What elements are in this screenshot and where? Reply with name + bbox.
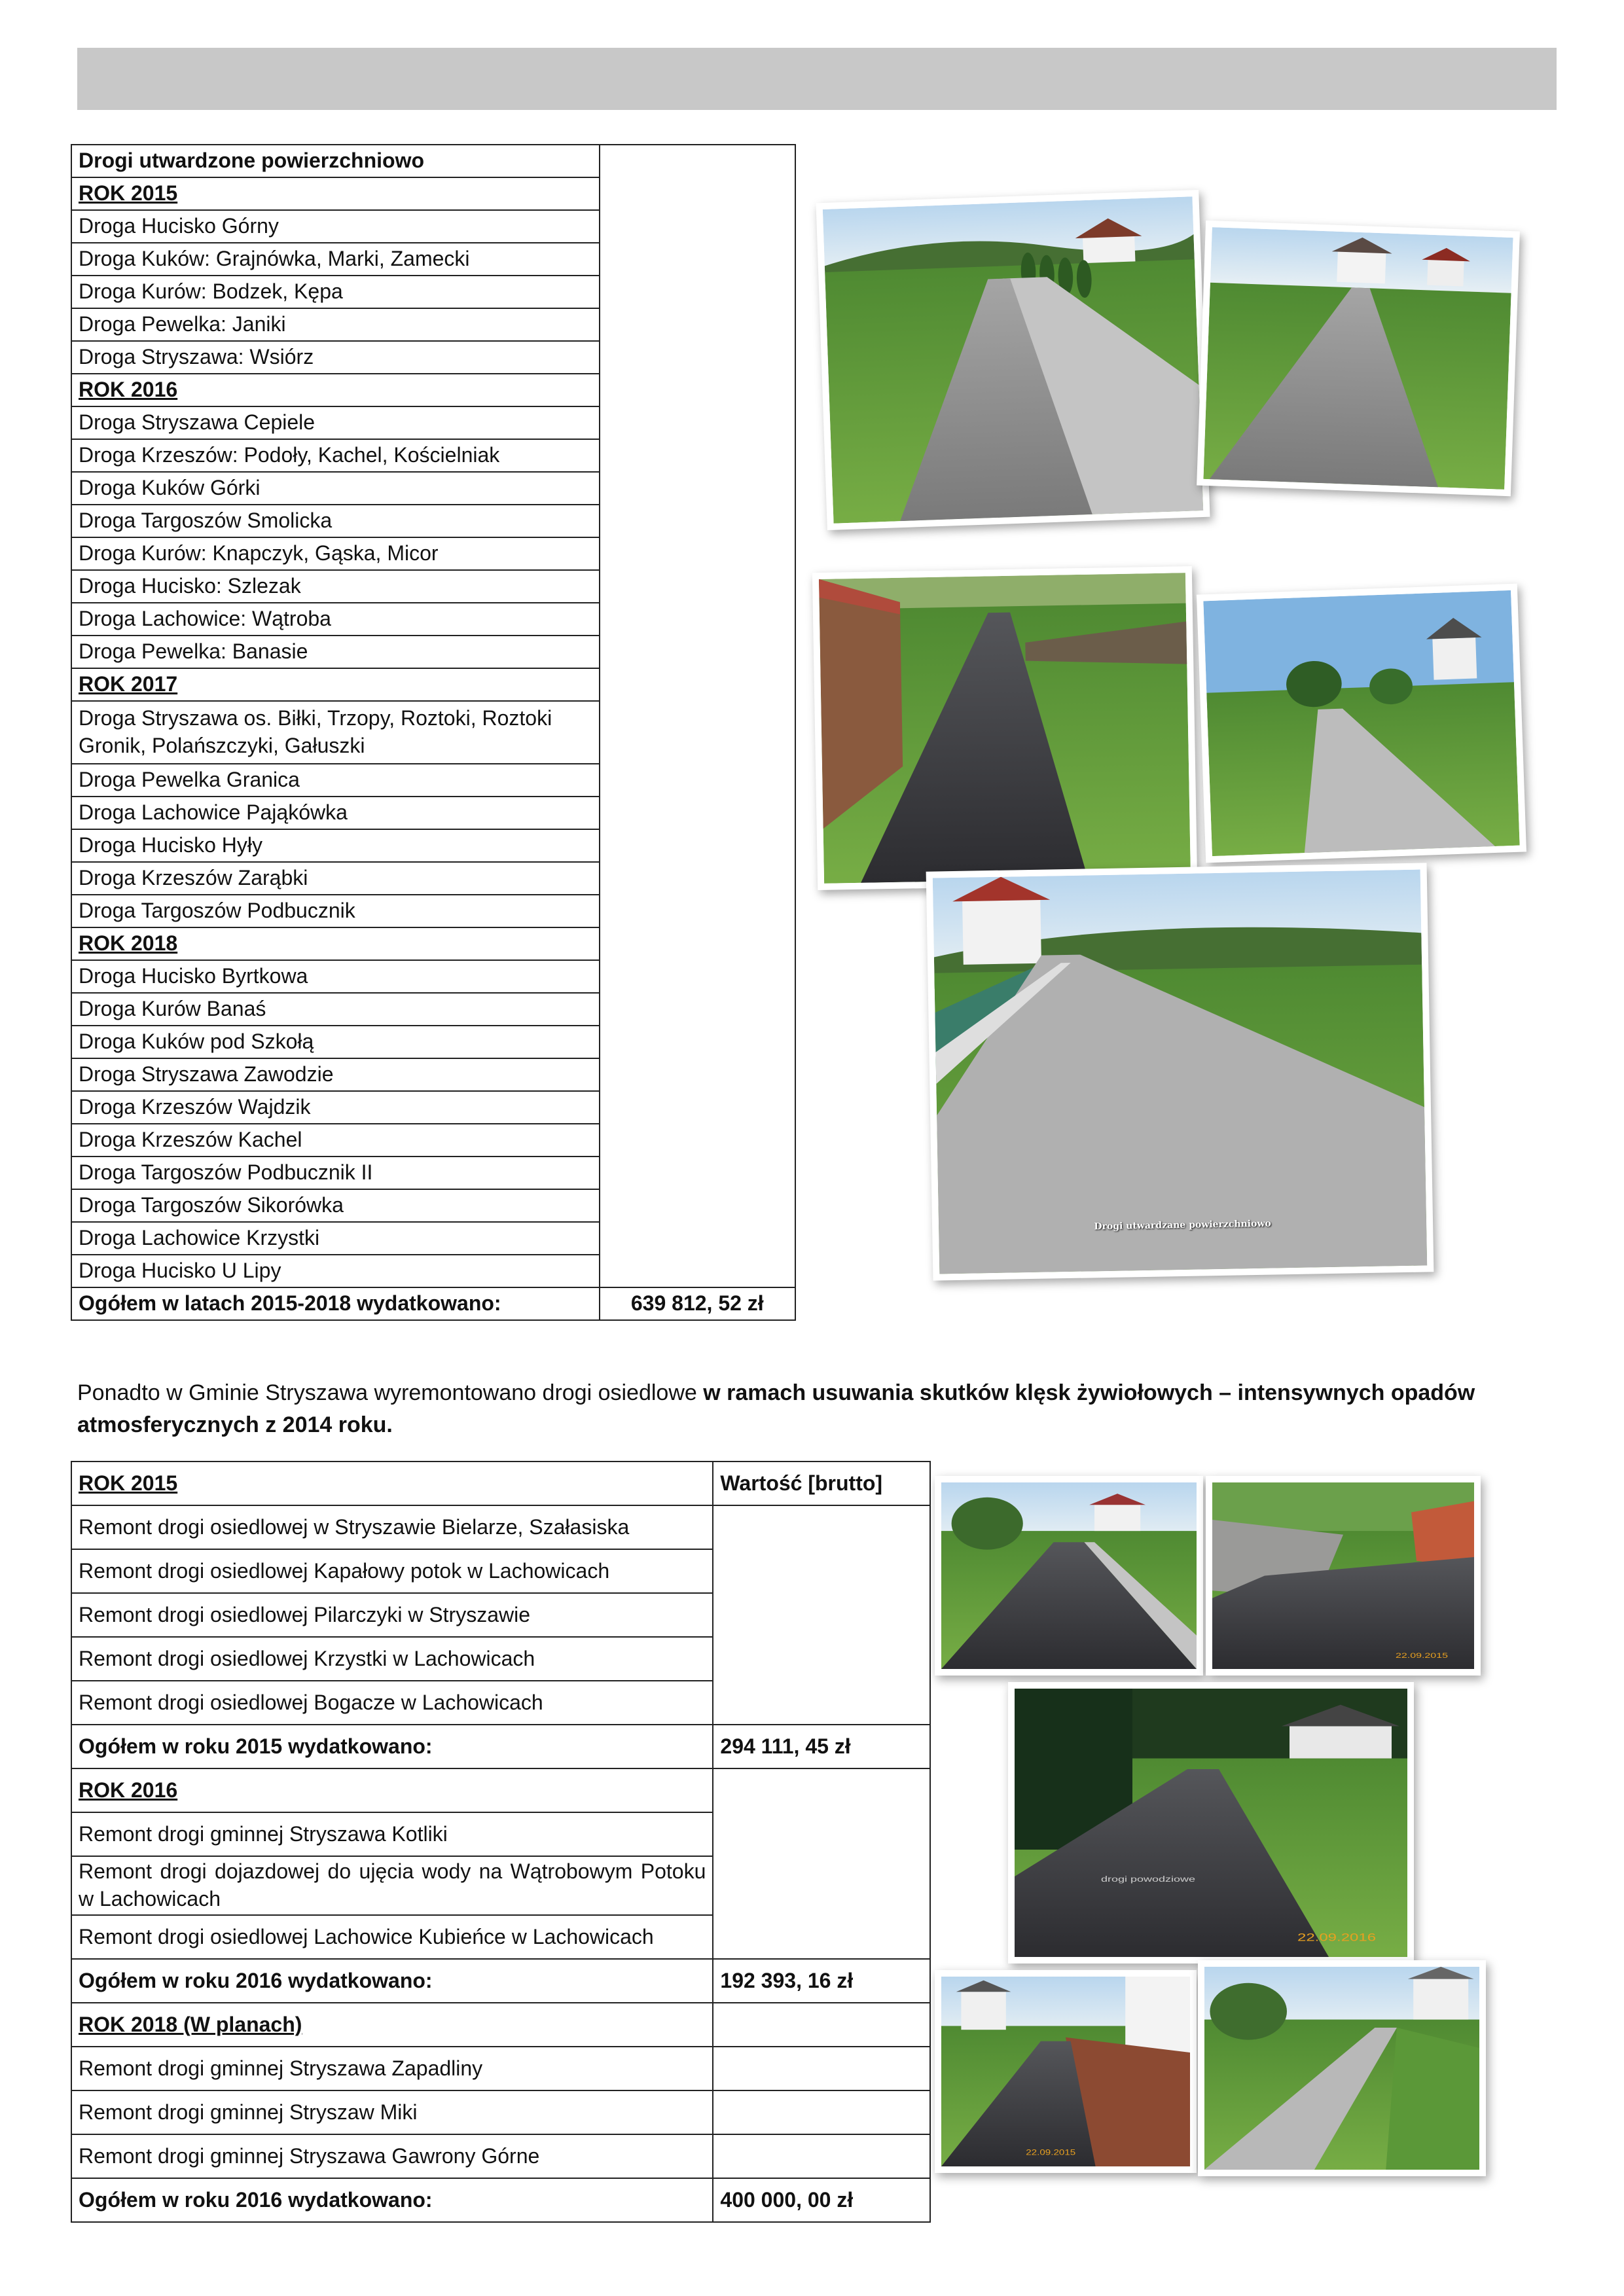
road-name: Droga Kurów: Knapczyk, Gąska, Micor — [71, 537, 600, 570]
road-name: Droga Lachowice: Wątroba — [71, 603, 600, 636]
road-name: Droga Pewelka: Banasie — [71, 636, 600, 668]
total-row — [71, 2178, 930, 2222]
total-row — [71, 1287, 795, 1320]
total-label: Ogółem w roku 2016 wydatkowano: — [71, 2178, 713, 2222]
road-name: Droga Pewelka Granica — [71, 764, 600, 797]
repair-item: Remont drogi osiedlowej Kapałowy potok w Lachowicach — [71, 1549, 713, 1593]
road-name: Droga Krzeszów: Podoły, Kachel, Kościelniak — [71, 439, 600, 472]
road-name: Droga Targoszów Podbucznik — [71, 895, 600, 927]
repair-item: Remont drogi dojazdowej do ujęcia wody na Wątrobowym Potoku w Lachowicach — [71, 1856, 713, 1915]
year-label: ROK 2015 — [71, 1462, 713, 1505]
road-photo-4 — [1197, 584, 1526, 863]
road-photo-5 — [926, 863, 1434, 1280]
paragraph-normal-text: Ponadto w Gminie Stryszawa wyremontowano drogi osiedlowe — [77, 1380, 704, 1405]
value-empty — [713, 2134, 930, 2178]
value-empty — [713, 2090, 930, 2134]
road-name: Droga Krzeszów Zarąbki — [71, 862, 600, 895]
repair-item: Remont drogi osiedlowej Krzystki w Lachowicach — [71, 1637, 713, 1681]
table-header-row — [71, 145, 795, 177]
repair-photo-5-image — [1204, 1967, 1479, 2170]
year-row — [71, 1462, 930, 1505]
repair-photo-4-image — [941, 1977, 1190, 2166]
table-row — [71, 2047, 930, 2090]
road-name: Droga Targoszów Sikorówka — [71, 1189, 600, 1222]
road-photo-1-image — [823, 196, 1203, 523]
year-label: ROK 2016 — [71, 1768, 713, 1812]
road-name: Droga Targoszów Smolicka — [71, 505, 600, 537]
paved-roads-table — [71, 144, 796, 1321]
table-row — [71, 2134, 930, 2178]
table-title: Drogi utwardzone powierzchniowo — [71, 145, 600, 177]
repair-item: Remont drogi osiedlowej Lachowice Kubieńce w Lachowicach — [71, 1915, 713, 1959]
value-header: Wartość [brutto] — [713, 1462, 930, 1505]
total-value: 639 812, 52 zł — [600, 1287, 795, 1320]
repair-item: Remont drogi osiedlowej w Stryszawie Bielarze, Szałasiska — [71, 1505, 713, 1549]
year-label: ROK 2018 (W planach) — [71, 2003, 713, 2047]
road-photo-2 — [1197, 221, 1520, 497]
road-name: Droga Hucisko U Lipy — [71, 1255, 600, 1287]
road-photo-1 — [816, 190, 1210, 530]
road-name: Droga Hucisko Górny — [71, 210, 600, 243]
repair-photo-2-image — [1212, 1482, 1474, 1669]
road-name: Droga Lachowice Pająkówka — [71, 797, 600, 829]
repair-item: Remont drogi gminnej Stryszaw Miki — [71, 2090, 713, 2134]
year-label: ROK 2018 — [71, 927, 600, 960]
road-name: Droga Hucisko: Szlezak — [71, 570, 600, 603]
repair-photo-1-image — [941, 1482, 1197, 1669]
year-label: ROK 2017 — [71, 668, 600, 701]
road-name: Droga Krzeszów Kachel — [71, 1124, 600, 1157]
road-name: Droga Kuków: Grajnówka, Marki, Zamecki — [71, 243, 600, 276]
photo-date: 22.09.2016 — [1297, 1931, 1377, 1944]
repair-photo-4 — [935, 1970, 1197, 2173]
table-row — [71, 1505, 930, 1549]
year-label: ROK 2015 — [71, 177, 600, 210]
table-row — [71, 2090, 930, 2134]
road-name: Droga Targoszów Podbucznik II — [71, 1157, 600, 1189]
total-label: Ogółem w roku 2015 wydatkowano: — [71, 1725, 713, 1768]
repair-photo-5 — [1198, 1960, 1486, 2176]
year-row — [71, 1768, 930, 1812]
value-empty — [713, 1768, 930, 1959]
road-name: Droga Lachowice Krzystki — [71, 1222, 600, 1255]
total-value: 400 000, 00 zł — [713, 2178, 930, 2222]
total-value: 192 393, 16 zł — [713, 1959, 930, 2003]
total-row — [71, 1959, 930, 2003]
road-name: Droga Hucisko Byrtkowa — [71, 960, 600, 993]
info-paragraph — [77, 1377, 1558, 1442]
repair-roads-table — [71, 1461, 931, 2223]
total-label: Ogółem w latach 2015-2018 wydatkowano: — [71, 1287, 600, 1320]
repair-item: Remont drogi osiedlowej Bogacze w Lachowicach — [71, 1681, 713, 1725]
value-empty — [713, 2003, 930, 2047]
value-empty — [713, 2047, 930, 2090]
repair-item: Remont drogi gminnej Stryszawa Zapadliny — [71, 2047, 713, 2090]
repair-item: Remont drogi osiedlowej Pilarczyki w Stryszawie — [71, 1593, 713, 1637]
road-name: Droga Stryszawa os. Biłki, Trzopy, Roztoki, Roztoki Gronik, Polańszczyki, Gałuszki — [71, 701, 600, 764]
road-name: Droga Stryszawa Cepiele — [71, 406, 600, 439]
total-label: Ogółem w roku 2016 wydatkowano: — [71, 1959, 713, 2003]
total-value: 294 111, 45 zł — [713, 1725, 930, 1768]
road-name: Droga Kuków pod Szkołą — [71, 1026, 600, 1058]
value-empty — [713, 1505, 930, 1725]
road-photo-2-image — [1203, 227, 1513, 490]
repair-item: Remont drogi gminnej Stryszawa Kotliki — [71, 1812, 713, 1856]
repair-item: Remont drogi gminnej Stryszawa Gawrony Górne — [71, 2134, 713, 2178]
road-name: Droga Stryszawa Zawodzie — [71, 1058, 600, 1091]
repair-photo-3-image — [1015, 1689, 1407, 1957]
road-name: Droga Pewelka: Janiki — [71, 308, 600, 341]
year-row — [71, 2003, 930, 2047]
road-photo-5-image — [933, 870, 1427, 1274]
repair-photo-3 — [1008, 1682, 1414, 1964]
header-bar — [77, 48, 1557, 110]
road-name: Droga Krzeszów Wajdzik — [71, 1091, 600, 1124]
road-name: Droga Kuków Górki — [71, 472, 600, 505]
road-name: Droga Kurów: Bodzek, Kępa — [71, 276, 600, 308]
photo-caption: Drogi utwardzane powierzchniowo — [1094, 1218, 1271, 1232]
road-name: Droga Stryszawa: Wsiórz — [71, 341, 600, 374]
paragraph-bold-text: w ramach usuwania skutków klęsk żywiołowych – intensywnych opadów atmosferycznych z 2014 roku. — [77, 1380, 1475, 1438]
photo-small-caption: drogi powodziowe — [1101, 1874, 1196, 1884]
total-row — [71, 1725, 930, 1768]
road-photo-4-image — [1203, 590, 1519, 856]
road-photo-3 — [812, 566, 1197, 890]
year-label: ROK 2016 — [71, 374, 600, 406]
road-name: Droga Kurów Banaś — [71, 993, 600, 1026]
repair-photo-2 — [1206, 1476, 1481, 1676]
photo-date: 22.09.2015 — [1396, 1651, 1448, 1660]
photo-date: 22.09.2015 — [1026, 2148, 1076, 2157]
road-photo-3-image — [819, 573, 1191, 884]
road-name: Droga Hucisko Hyły — [71, 829, 600, 862]
repair-photo-1 — [935, 1476, 1203, 1676]
value-column-empty — [600, 145, 795, 1287]
